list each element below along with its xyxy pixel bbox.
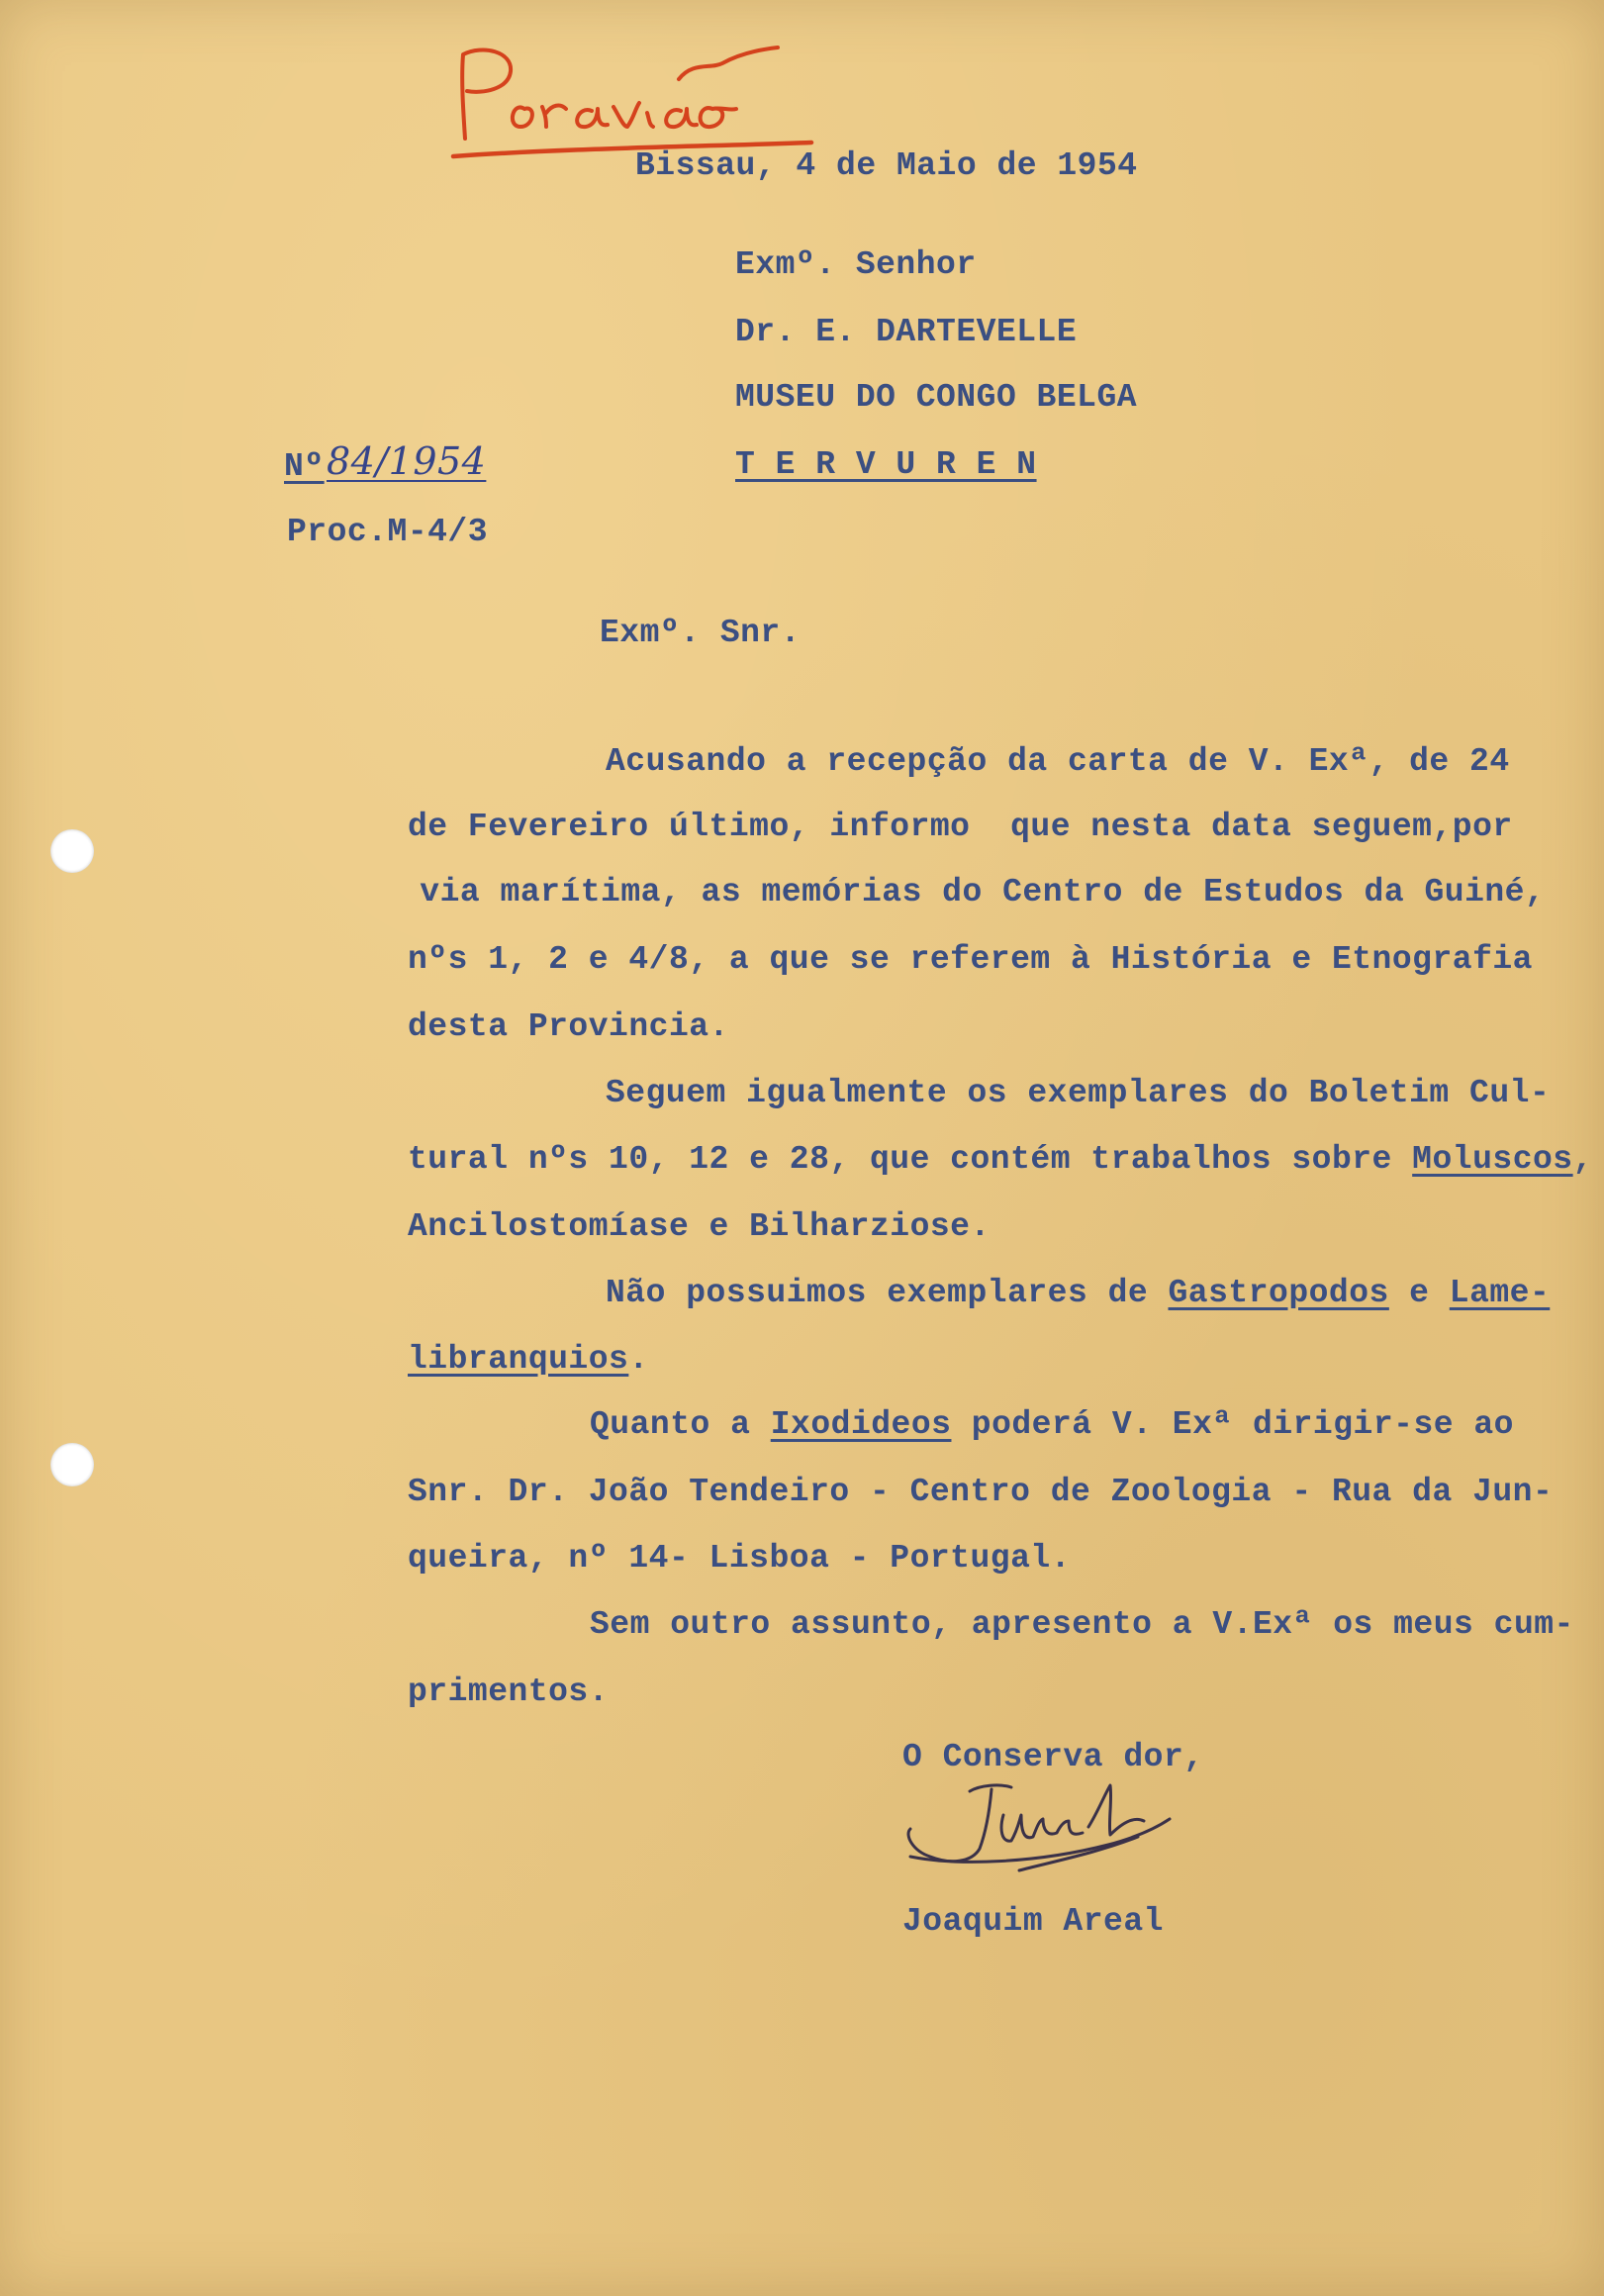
place-date: Bissau, 4 de Maio de 1954 [635, 147, 1138, 184]
body-line-9-joiner: e [1388, 1275, 1450, 1311]
handwritten-signature [900, 1771, 1187, 1890]
body-line-2: de Fevereiro último, informo que nesta data seguem,por [408, 809, 1513, 845]
body-line-11-rest: poderá V. Exª dirigir-se ao [951, 1406, 1514, 1443]
body-line-3: via marítima, as memórias do Centro de Estudos da Guiné, [400, 874, 1546, 910]
body-line-7-comma: , [1572, 1141, 1593, 1178]
body-line-10 [408, 1340, 649, 1380]
body-line-6: Seguem igualmente os exemplares do Boletim Cul- [606, 1075, 1551, 1111]
body-line-15: primentos. [408, 1674, 610, 1710]
greeting: Exmº. Snr. [600, 615, 802, 651]
closing-title: O Conserva dor, [902, 1739, 1204, 1775]
body-line-5: desta Provincia. [408, 1008, 729, 1045]
body-line-7 [408, 1140, 1593, 1180]
body-line-13: queira, nº 14- Lisboa - Portugal. [408, 1540, 1072, 1577]
body-line-11 [590, 1405, 1514, 1445]
underlined-gastropodos: Gastropodos [1168, 1275, 1389, 1311]
underlined-ixodideos: Ixodideos [770, 1406, 952, 1443]
body-line-4: nºs 1, 2 e 4/8, a que se referem à História e Etnografia [408, 941, 1533, 978]
addressee-institution: MUSEU DO CONGO BELGA [735, 379, 1138, 416]
addressee-name: Dr. E. DARTEVELLE [735, 314, 1078, 350]
reference-number-prefix: Nº [284, 448, 325, 485]
body-line-12: Snr. Dr. João Tendeiro - Centro de Zoologia - Rua da Jun- [408, 1474, 1554, 1510]
body-line-9-text: Não possuimos exemplares de [606, 1275, 1169, 1311]
body-line-8: Ancilostomíase e Bilharziose. [408, 1208, 991, 1245]
body-line-1: Acusando a recepção da carta de V. Exª, de 24 [606, 743, 1510, 780]
body-line-11-text: Quanto a [590, 1406, 771, 1443]
body-line-10-period: . [628, 1341, 649, 1378]
addressee-city: T E R V U R E N [735, 446, 1037, 483]
underlined-libranquios: libranquios [408, 1341, 629, 1378]
body-line-14: Sem outro assunto, apresento a V.Exª os meus cum- [590, 1606, 1574, 1643]
reference-number-handwritten: 84/1954 [327, 439, 487, 483]
signatory-name: Joaquim Areal [902, 1903, 1164, 1940]
punch-hole-lower [50, 1443, 94, 1486]
underlined-lame: Lame- [1449, 1275, 1551, 1311]
addressee-salutation: Exmº. Senhor [735, 246, 977, 283]
body-line-7-text: tural nºs 10, 12 e 28, que contém trabalhos sobre [408, 1141, 1413, 1178]
underlined-moluscos: Moluscos [1412, 1141, 1573, 1178]
punch-hole-upper [50, 829, 94, 873]
process-reference: Proc.M-4/3 [287, 514, 489, 550]
body-line-9 [606, 1274, 1550, 1313]
